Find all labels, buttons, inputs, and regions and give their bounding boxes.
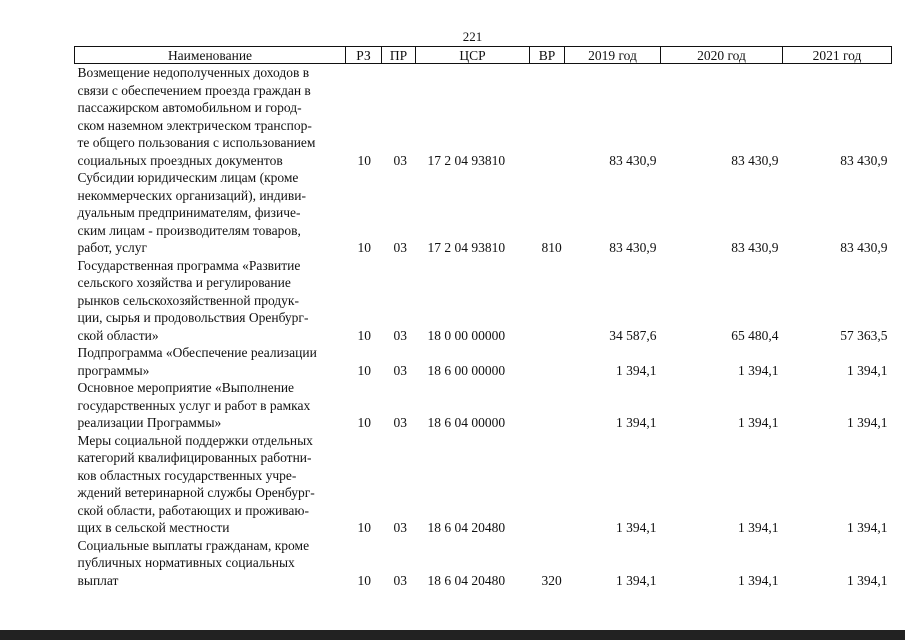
- row-name: [75, 379, 346, 432]
- row-2019: 83 430,9: [609, 240, 657, 255]
- row-vr: 320: [541, 572, 562, 588]
- row-name-line: Субсидии юридическим лицам (кроме: [77, 170, 299, 185]
- row-csr: 18 6 04 20480: [427, 572, 506, 588]
- row-name-line: работ, услуг: [77, 240, 148, 255]
- table-row: [75, 537, 892, 590]
- row-name-line: щих в сельской местности: [77, 520, 230, 535]
- row-rz: 10: [357, 152, 371, 168]
- row-name-line: ждений ветеринарной службы Оренбург-: [77, 485, 315, 500]
- header-row: [75, 47, 892, 64]
- row-2021: 1 394,1: [847, 520, 888, 535]
- page-number: 221: [462, 29, 483, 44]
- row-name-line: ским лицам - производителям товаров,: [77, 222, 301, 238]
- header-rz: РЗ: [346, 47, 382, 64]
- row-name-line: социальных проездных документов: [77, 152, 283, 168]
- row-pr: 03: [393, 572, 407, 588]
- row-name-line: пассажирском автомобильном и город-: [77, 100, 302, 115]
- table-row: [75, 432, 892, 537]
- row-name-line: Возмещение недополученных доходов в: [77, 65, 310, 80]
- row-name-line: программы»: [77, 362, 150, 378]
- table-row: [75, 379, 892, 432]
- row-name-line: дуальным предпринимателям, физиче-: [77, 205, 301, 220]
- row-csr: 18 6 00 00000: [427, 362, 506, 378]
- table-body: [75, 64, 892, 590]
- row-2019: 1 394,1: [616, 362, 657, 378]
- table-row: [75, 257, 892, 345]
- row-rz: 10: [357, 572, 371, 588]
- row-rz: 10: [357, 520, 371, 535]
- row-2019: 1 394,1: [616, 520, 657, 535]
- row-2021: 1 394,1: [847, 572, 888, 588]
- header-name: Наименование: [75, 47, 346, 64]
- table-row: [75, 169, 892, 257]
- row-name: [75, 432, 346, 537]
- row-2020: 65 480,4: [731, 327, 779, 343]
- row-name-line: категорий квалифицированных работни-: [77, 450, 312, 465]
- row-name: [75, 169, 346, 257]
- row-vr: 810: [541, 240, 562, 255]
- row-name-line: сельского хозяйства и регулирование: [77, 275, 291, 290]
- row-2021: 57 363,5: [840, 327, 888, 343]
- row-csr: 18 0 00 00000: [427, 327, 506, 343]
- row-name: [75, 344, 346, 379]
- row-name: [75, 64, 346, 170]
- header-2020: 2020 год: [661, 47, 783, 64]
- row-csr: 17 2 04 93810: [427, 240, 506, 255]
- row-name-line: ков областных государственных учре-: [77, 467, 297, 483]
- row-2020: 1 394,1: [738, 415, 779, 430]
- row-rz: 10: [357, 362, 371, 378]
- row-2019: 83 430,9: [609, 152, 657, 168]
- row-vr: [530, 432, 565, 537]
- row-rz: 10: [357, 327, 371, 343]
- row-pr: 03: [393, 152, 407, 168]
- row-name-line: рынков сельскохозяйственной продук-: [77, 292, 299, 308]
- row-name: [75, 537, 346, 590]
- row-2021: 83 430,9: [840, 152, 888, 168]
- row-name-line: ской области, работающих и проживаю-: [77, 502, 309, 518]
- row-2020: 1 394,1: [738, 362, 779, 378]
- row-name-line: Социальные выплаты гражданам, кроме: [77, 537, 310, 553]
- header-csr: ЦСР: [416, 47, 530, 64]
- row-2021: 83 430,9: [840, 240, 888, 255]
- row-vr: [530, 344, 565, 379]
- row-pr: 03: [393, 415, 407, 430]
- row-name-line: Государственная программа «Развитие: [77, 257, 301, 273]
- row-name-line: ской области»: [77, 327, 159, 343]
- table-row: [75, 344, 892, 379]
- row-name: [75, 257, 346, 345]
- row-name-line: Подпрограмма «Обеспечение реализации: [77, 345, 317, 360]
- row-2020: 1 394,1: [738, 520, 779, 535]
- row-name-line: Меры социальной поддержки отдельных: [77, 432, 313, 448]
- row-name-line: те общего пользования с использованием: [77, 135, 316, 150]
- row-2019: 1 394,1: [616, 572, 657, 588]
- table-row: [75, 64, 892, 170]
- budget-table: [74, 46, 892, 589]
- row-name-line: связи с обеспечением проезда граждан в: [77, 82, 311, 98]
- row-2021: 1 394,1: [847, 415, 888, 430]
- row-vr: [530, 379, 565, 432]
- header-2021: 2021 год: [783, 47, 892, 64]
- row-2021: 1 394,1: [847, 362, 888, 378]
- row-2020: 83 430,9: [731, 152, 779, 168]
- row-rz: 10: [357, 415, 371, 430]
- row-name-line: ции, сырья и продовольствия Оренбург-: [77, 310, 309, 325]
- header-vr: ВР: [530, 47, 565, 64]
- row-name-line: публичных нормативных социальных: [77, 555, 295, 570]
- header-pr: ПР: [382, 47, 416, 64]
- page-bottom-border: [0, 630, 905, 640]
- row-name-line: выплат: [77, 572, 119, 588]
- row-name-line: реализации Программы»: [77, 415, 222, 430]
- row-pr: 03: [393, 362, 407, 378]
- row-vr: [530, 257, 565, 345]
- header-2019: 2019 год: [565, 47, 661, 64]
- row-name-line: государственных услуг и работ в рамках: [77, 397, 311, 413]
- row-2020: 1 394,1: [738, 572, 779, 588]
- row-pr: 03: [393, 327, 407, 343]
- row-2020: 83 430,9: [731, 240, 779, 255]
- row-pr: 03: [393, 240, 407, 255]
- row-pr: 03: [393, 520, 407, 535]
- row-2019: 1 394,1: [616, 415, 657, 430]
- table-header: [75, 47, 892, 64]
- row-name-line: ском наземном электрическом транспор-: [77, 117, 312, 133]
- row-rz: 10: [357, 240, 371, 255]
- row-name-line: Основное мероприятие «Выполнение: [77, 380, 295, 395]
- row-name-line: некоммерческих организаций), индиви-: [77, 187, 306, 203]
- row-csr: 17 2 04 93810: [427, 152, 506, 168]
- row-csr: 18 6 04 00000: [427, 415, 506, 430]
- row-2019: 34 587,6: [609, 327, 657, 343]
- row-vr: [530, 64, 565, 170]
- row-csr: 18 6 04 20480: [427, 520, 506, 535]
